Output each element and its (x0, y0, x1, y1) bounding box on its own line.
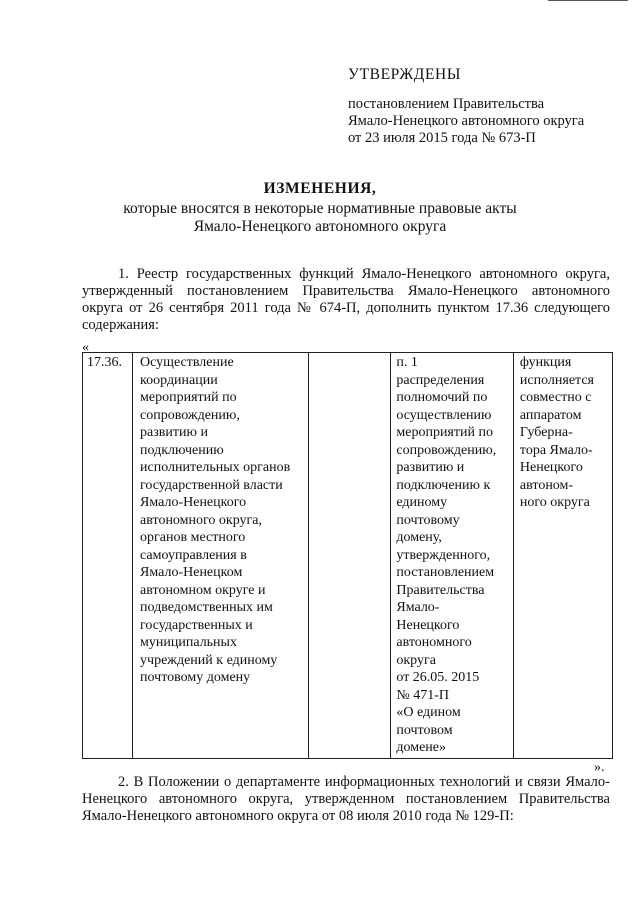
quote-close-mark: ». (594, 760, 605, 775)
document-title-block (0, 180, 640, 236)
approval-line-3: от 23 июля 2015 года № 673-П (348, 130, 536, 146)
cell-function-name: Осуществление координации мероприятий по сопровождению, развитию и подключению исполнительных органов государственной власти Ямало-Ненецкого автономного округа, органов местного самоуправления в Ямало-Ненецком автономном округе и подведомственных им государственных и муниципальных учреждений к единому почтовому домену (133, 353, 309, 759)
document-subtitle-1: которые вносятся в некоторые нормативные правовые акты (123, 200, 517, 217)
document-subtitle-2: Ямало-Ненецкого автономного округа (193, 218, 447, 235)
cell-empty (308, 353, 391, 759)
table-row (83, 353, 613, 759)
scan-edge-mark (548, 0, 628, 3)
paragraph-2 (82, 774, 610, 825)
cell-item-number: 17.36. (83, 353, 133, 759)
cell-legal-basis: п. 1 распределения полномочий по осуществлению мероприятий по сопровождению, развитию и подключению к единому почтовому домену, утвержденного, постановлением Правительства Ямало- Ненецкого автономного округа от 26.05. 2015 № 471-П «О едином почтовом домене» (391, 353, 514, 759)
quote-open-mark: « (82, 340, 89, 355)
paragraph-2-text: 2. В Положении о департаменте информационных технологий и связи Ямало-Ненецкого автономного округа, утвержденном постановлением Правительства Ямало-Ненецкого автономного округа от 08 июля 2010 года № 129-П: (82, 774, 610, 824)
paragraph-1 (82, 266, 610, 334)
approval-heading: УТВЕРЖДЕНЫ (348, 66, 461, 83)
approval-block (348, 66, 618, 147)
approval-line-1: постановлением Правительства (348, 96, 545, 112)
document-title: ИЗМЕНЕНИЯ, (263, 180, 377, 197)
approval-line-2: Ямало-Ненецкого автономного округа (348, 113, 585, 129)
cell-note: функция исполняется совместно с аппаратом Губерна- тора Ямало- Ненецкого автоном- ного округа (513, 353, 612, 759)
paragraph-1-text: 1. Реестр государственных функций Ямало-Ненецкого автономного округа, утвержденный постановлением Правительства Ямало-Ненецкого автономного округа от 26 сентября 2011 года № 674-П, дополнить пунктом 17.36 следующего содержания: (82, 266, 610, 333)
registry-table (82, 352, 613, 759)
